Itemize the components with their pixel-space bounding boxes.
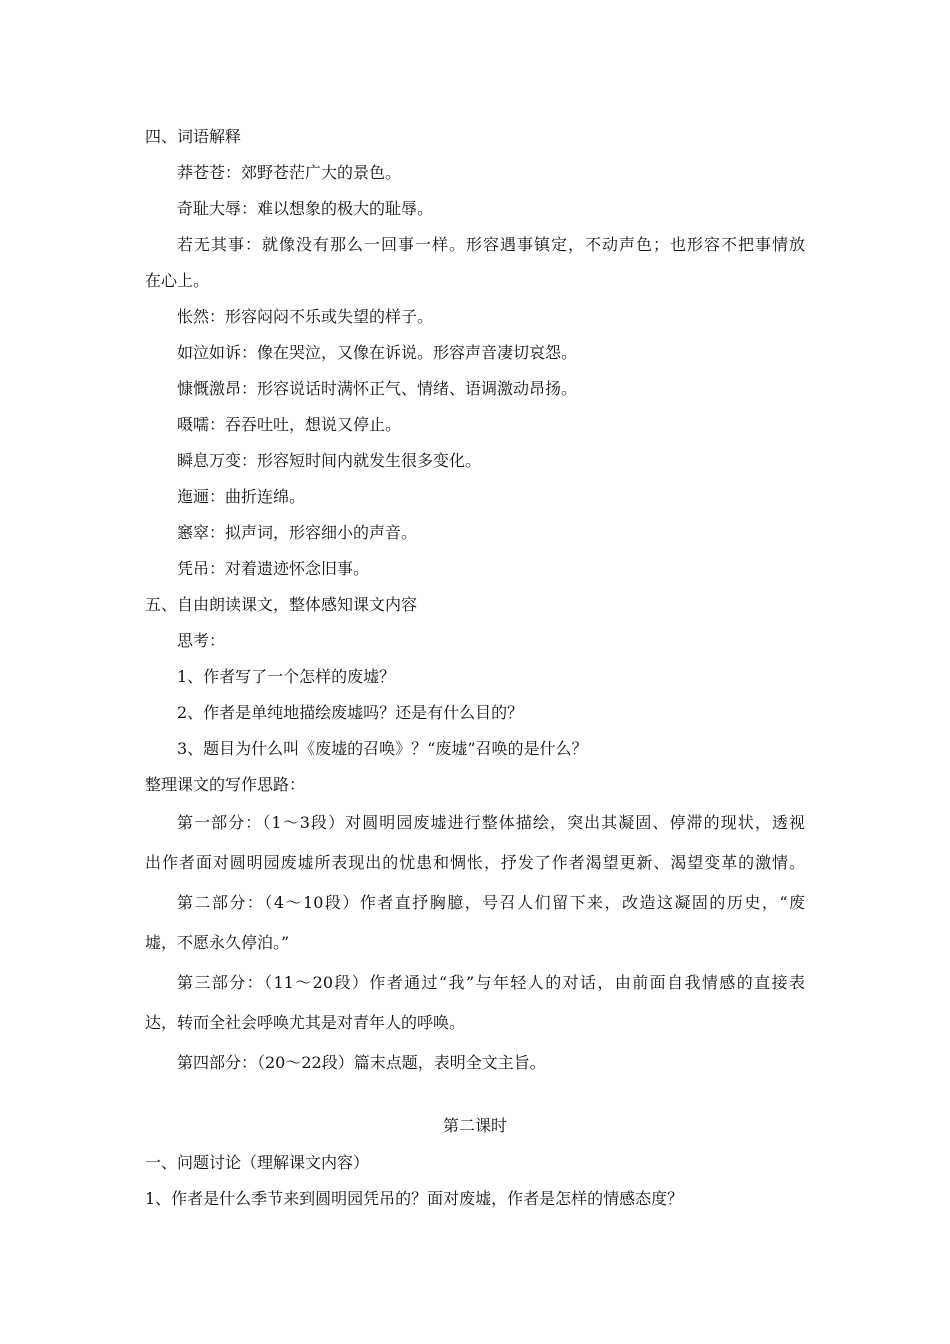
term-definition: 奇耻大辱：难以想象的极大的耻辱。 <box>177 199 434 218</box>
term-definition: 怅然：形容闷闷不乐或失望的样子。 <box>177 307 434 326</box>
outline-part: 第三部分：（11～20段）作者通过“我”与年轻人的对话，由前面自我情感的直接表 <box>177 973 805 992</box>
term-definition: 迤逦：曲折连绵。 <box>177 487 306 506</box>
term-definition-continued: 在心上。 <box>145 271 210 290</box>
outline-part-continued: 墟，不愿永久停泊。” <box>145 933 290 952</box>
term-definition: 窸窣：拟声词，形容细小的声音。 <box>177 523 418 542</box>
outline-label: 整理课文的写作思路： <box>145 775 306 794</box>
outline-part: 第四部分：（20～22段）篇末点题，表明全文主旨。 <box>177 1053 546 1072</box>
question-item: 2、作者是单纯地描绘废墟吗？还是有什么目的？ <box>177 703 524 722</box>
section-heading: 一、问题讨论（理解课文内容） <box>145 1153 370 1172</box>
question-item: 3、题目为什么叫《废墟的召唤》？“废墟”召唤的是什么？ <box>177 739 588 758</box>
term-definition: 慷慨激昂：形容说话时满怀正气、情绪、语调激动昂扬。 <box>177 379 578 398</box>
think-label: 思考： <box>177 631 226 650</box>
lesson-title: 第二课时 <box>442 1116 507 1135</box>
term-definition: 嗫嚅：吞吞吐吐，想说又停止。 <box>177 415 402 434</box>
question-item: 1、作者是什么季节来到圆明园凭吊的？面对废墟，作者是怎样的情感态度？ <box>145 1189 684 1208</box>
section-heading: 五、自由朗读课文，整体感知课文内容 <box>145 595 418 614</box>
term-definition: 瞬息万变：形容短时间内就发生很多变化。 <box>177 451 482 470</box>
outline-part: 第一部分：（1～3段）对圆明园废墟进行整体描绘，突出其凝固、停滞的现状，透视 <box>177 813 805 832</box>
term-definition: 凭吊：对着遗迹怀念旧事。 <box>177 559 370 578</box>
term-definition: 莽苍苍：郊野苍茫广大的景色。 <box>177 163 402 182</box>
outline-part: 第二部分：（4～10段）作者直抒胸臆，号召人们留下来，改造这凝固的历史，“废 <box>177 893 805 912</box>
term-definition: 若无其事：就像没有那么一回事一样。形容遇事镇定，不动声色；也形容不把事情放 <box>177 235 805 254</box>
outline-part-continued: 出作者面对圆明园废墟所表现出的忧患和惆怅，抒发了作者渴望更新、渴望变革的激情。 <box>145 853 805 872</box>
term-definition: 如泣如诉：像在哭泣，又像在诉说。形容声音凄切哀怨。 <box>177 343 578 362</box>
section-heading: 四、词语解释 <box>145 127 242 146</box>
question-item: 1、作者写了一个怎样的废墟？ <box>177 667 396 686</box>
outline-part-continued: 达，转而全社会呼唤尤其是对青年人的呼唤。 <box>145 1013 466 1032</box>
